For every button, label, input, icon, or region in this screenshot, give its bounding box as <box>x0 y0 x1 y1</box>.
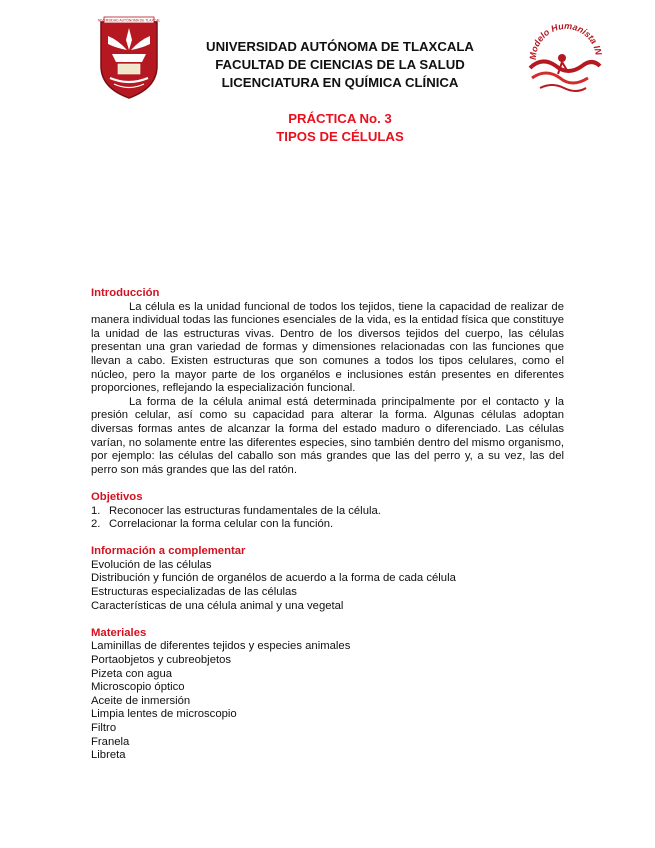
list-item: Distribución y función de organélos de acuerdo a la forma de cada célula <box>91 572 456 585</box>
list-item-text: Reconocer las estructuras fundamentales de la célula. <box>109 504 381 517</box>
list-item: Estructuras especializadas de las células <box>91 586 297 599</box>
list-item: Libreta <box>91 749 126 762</box>
list-item <box>91 505 564 519</box>
list-item: Filtro <box>91 722 117 734</box>
svg-text:Modelo Humanista INTEGRADOR: Modelo Humanista IN <box>527 20 604 61</box>
list-item: Evolución de las células <box>91 558 212 571</box>
list-number: 1. <box>91 504 101 517</box>
list-item: Aceite de inmersión <box>91 694 191 707</box>
faculty-name: FACULTAD DE CIENCIAS DE LA SALUD <box>215 57 465 72</box>
list-item: Franela <box>91 735 130 748</box>
document-header <box>160 38 520 92</box>
section-introduccion <box>91 287 564 477</box>
section-objetivos <box>91 491 564 532</box>
intro-paragraph: La forma de la célula animal está determinada principalmente por el contacto y la presión celular, así como su capacidad para alterar la forma. Algunas células adoptan diversas formas antes de alcanzar la forma del estado maduro o diferenciado. Las células varían, no solamente entre las diferentes especies, sino también dentro del mismo organismo, por ejemplo: las células del caballo son más grandes que las del perro y, a su vez, las del perro son más grandes que las del ratón. <box>91 395 564 476</box>
section-materiales <box>91 627 564 763</box>
university-shield-logo <box>98 14 160 100</box>
practice-title: TIPOS DE CÉLULAS <box>276 129 404 144</box>
svg-text:UNIVERSIDAD AUTÓNOMA DE TLAXCA: UNIVERSIDAD AUTÓNOMA DE TLAXCALA <box>98 18 160 23</box>
university-name: UNIVERSIDAD AUTÓNOMA DE TLAXCALA <box>206 39 474 54</box>
section-title-objetivos: Objetivos <box>91 490 143 503</box>
intro-paragraph: La célula es la unidad funcional de todos los tejidos, tiene la capacidad de realizar de manera individual todas las funciones esenciales de la vida, es la entidad física que constituye la unidad de las estructuras vivas. Dentro de los diversos tejidos del cuerpo, las células presentan una gran variedad de formas y dimensiones relacionadas con las funciones que llevan a cabo. Existen estructuras que son comunes a todos los tipos celulares, como el núcleo, pero la mayor parte de los organélos e inclusiones están presentes en diferentes proporciones, reflejando la especialización funcional. <box>91 300 564 395</box>
list-item: Portaobjetos y cubreobjetos <box>91 654 232 667</box>
program-name: LICENCIATURA EN QUÍMICA CLÍNICA <box>221 75 459 90</box>
list-item: Características de una célula animal y una vegetal <box>91 599 344 612</box>
list-number: 2. <box>91 518 101 531</box>
section-title-materiales: Materiales <box>91 626 147 639</box>
section-title-informacion: Información a complementar <box>91 545 246 558</box>
list-item: Microscopio óptico <box>91 681 185 694</box>
modelo-humanista-logo <box>522 18 608 98</box>
section-title-introduccion: Introducción <box>91 287 160 299</box>
section-informacion <box>91 545 564 613</box>
practice-number: PRÁCTICA No. 3 <box>288 111 392 126</box>
list-item: Limpia lentes de microscopio <box>91 708 237 721</box>
practice-heading <box>160 110 520 146</box>
list-item: Pizeta con agua <box>91 667 173 680</box>
list-item-text: Correlacionar la forma celular con la función. <box>109 518 334 531</box>
list-item <box>91 518 564 532</box>
list-item: Laminillas de diferentes tejidos y especies animales <box>91 640 351 653</box>
document-body <box>91 287 564 763</box>
